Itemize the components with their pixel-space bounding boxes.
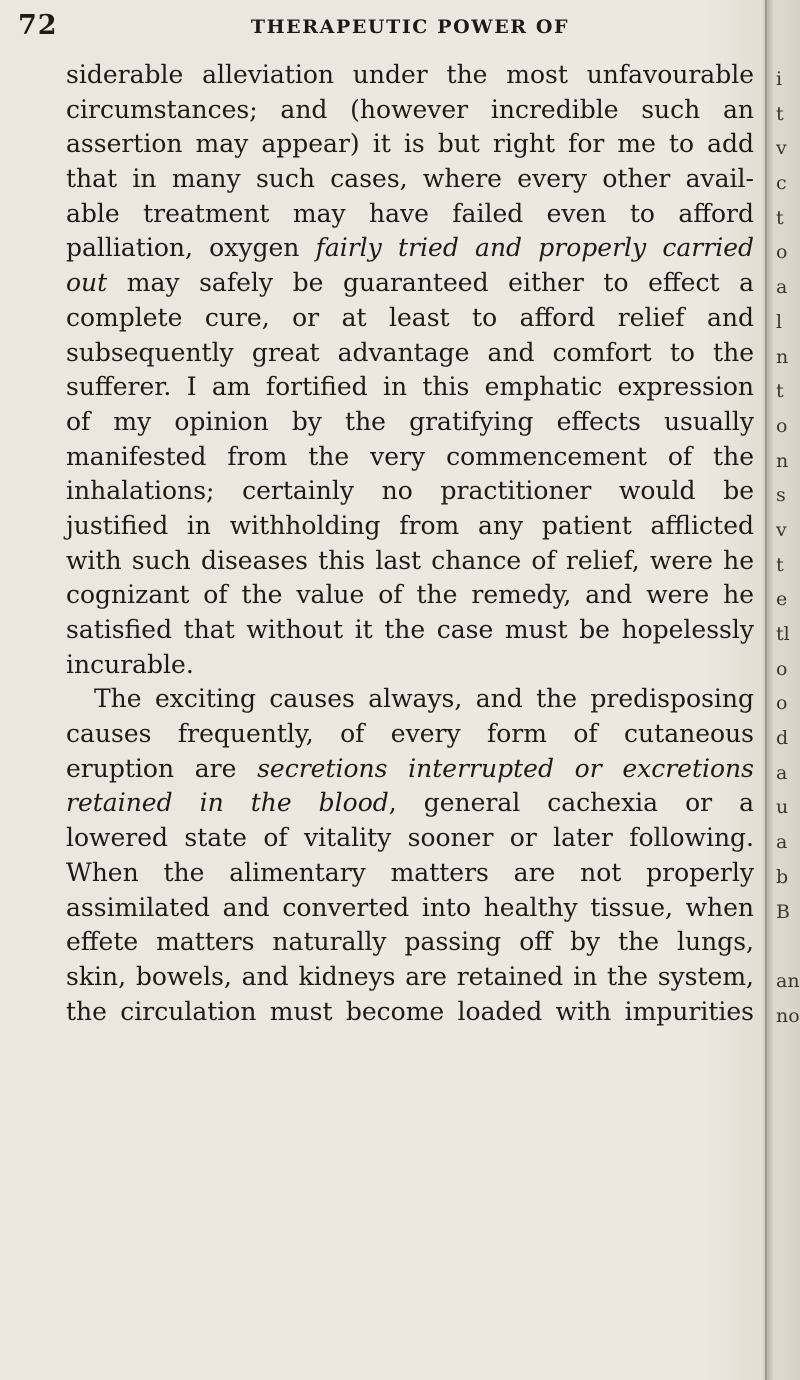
text-line: When the alimentary matters are not properly [66, 857, 754, 887]
text-line: assertion may appear) it is but right for me to add [66, 129, 754, 159]
facing-page-fragment: t [776, 206, 784, 229]
text-line [66, 266, 754, 301]
facing-page-fragment: e [776, 588, 788, 611]
facing-page-fragment: tl [776, 623, 790, 645]
text-line: subsequently great advantage and comfort to the [66, 337, 754, 367]
facing-page-fragment: s [776, 484, 786, 507]
facing-page-fragments [776, 62, 800, 1033]
text-line: circumstances; and (however incredible such an [66, 94, 754, 124]
text-line: causes frequently, of every form of cutaneous [66, 719, 754, 749]
facing-page-fragment: v [776, 137, 787, 160]
facing-page-fragment: t [776, 102, 784, 125]
text-line: lowered state of vitality sooner or later following. [66, 823, 754, 853]
facing-page-fragment: i [776, 68, 783, 90]
body-text [66, 58, 754, 1029]
text-line: manifested from the very commencement of the [66, 441, 754, 471]
facing-page-fragment: t [776, 380, 784, 403]
facing-page-fragment: no [776, 1004, 800, 1027]
text-run: eruption are [66, 753, 258, 783]
emphasis-italic: out [66, 268, 108, 298]
text-run: palliation, oxygen [66, 233, 316, 263]
text-run: may safely be guaranteed either to effect a [107, 268, 754, 298]
text-line: cognizant of the value of the remedy, and were he [66, 580, 754, 610]
text-line: complete cure, or at least to afford relief and [66, 302, 754, 332]
facing-page-fragment: an [776, 969, 800, 992]
running-title: THERAPEUTIC POWER OF [250, 16, 570, 38]
text-line: skin, bowels, and kidneys are retained in the system, [66, 961, 754, 991]
facing-page-fragment: c [776, 172, 787, 195]
text-line: with such diseases this last chance of relief, were he [66, 545, 754, 575]
facing-page-fragment: n [776, 449, 789, 472]
facing-page-fragment: n [776, 345, 789, 368]
text-run: , general cachexia or a [388, 788, 754, 818]
text-line: inhalations; certainly no practitioner would be [66, 476, 754, 506]
page-header [0, 8, 770, 48]
facing-page-fragment: o [776, 692, 788, 715]
facing-page-fragment [776, 929, 800, 964]
text-line: sufferer. I am fortified in this emphatic expression [66, 372, 754, 402]
facing-page-fragment: d [776, 727, 789, 750]
page-gutter [765, 0, 767, 1380]
text-line [66, 786, 754, 821]
facing-page-fragment: l [776, 310, 783, 333]
emphasis-italic: secretions interrupted or excretions [257, 753, 754, 783]
facing-page-fragment: b [776, 865, 789, 888]
facing-page-fragment: a [776, 831, 788, 854]
facing-page-fragment: o [776, 414, 788, 437]
emphasis-italic: retained in the blood [66, 788, 389, 818]
text-line: of my opinion by the gratifying effects usually [66, 406, 754, 436]
text-line: satisfied that without it the case must be hopelessly [66, 615, 754, 644]
text-line [66, 752, 754, 787]
text-line: effete matters naturally passing off by the lungs, [66, 927, 754, 957]
text-line: the circulation must become loaded with impurities [66, 996, 754, 1026]
text-line: that in many such cases, where every other avail- [66, 164, 754, 194]
facing-page-fragment: o [776, 657, 788, 680]
gutter-shadow [762, 0, 774, 1380]
facing-page-fragment: a [776, 276, 788, 299]
text-line-paragraph-start: The exciting causes always, and the predisposing [94, 684, 754, 714]
facing-page-fragment: o [776, 241, 788, 264]
page-number: 72 [18, 10, 58, 41]
emphasis-italic: fairly tried and properly carried [315, 233, 754, 263]
facing-page-fragment: B [776, 900, 790, 923]
text-line: siderable alleviation under the most unfavourable [66, 60, 754, 89]
text-line: incurable. [66, 649, 194, 679]
text-line: assimilated and converted into healthy tissue, when [66, 892, 754, 922]
facing-page-fragment: t [776, 553, 784, 576]
facing-page-fragment: u [776, 796, 789, 819]
facing-page-fragment: v [776, 518, 787, 541]
text-line: able treatment may have failed even to afford [66, 198, 754, 228]
text-line [66, 231, 754, 266]
text-line: justified in withholding from any patient afflicted [66, 510, 754, 540]
facing-page-fragment: a [776, 761, 788, 784]
